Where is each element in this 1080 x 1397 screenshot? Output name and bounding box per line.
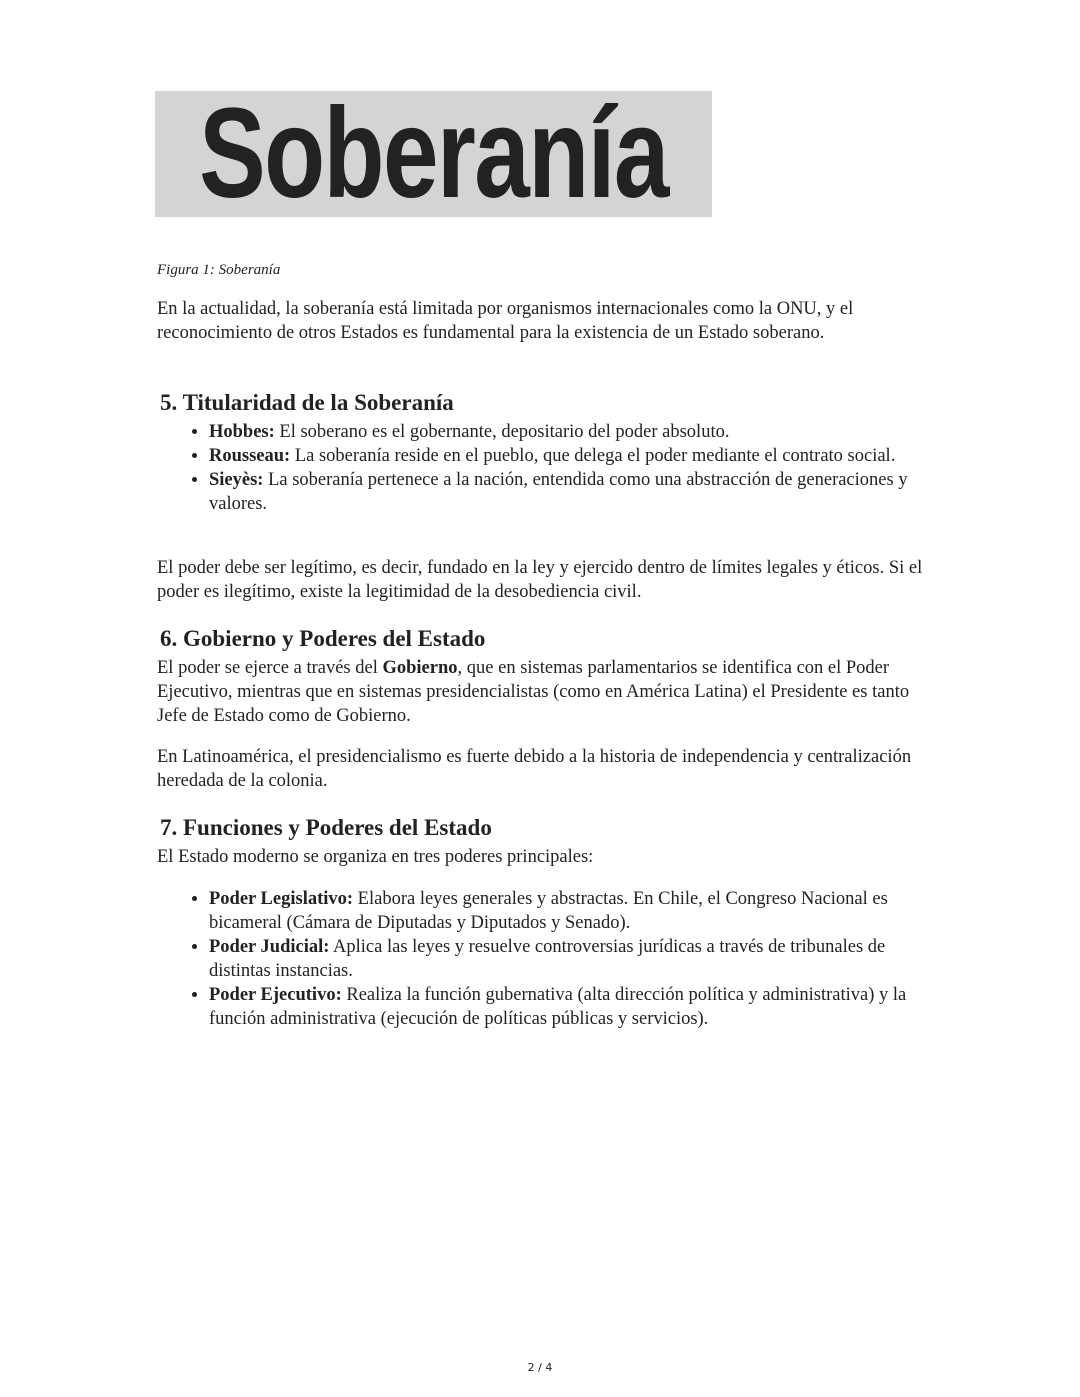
term: Hobbes: [209,422,275,442]
list-item [209,420,927,444]
item-text: Elabora leyes generales y abstractas. En Chile, el Congreso Nacional es bicameral (Cámara de Diputadas y Diputados y Senado). [209,889,888,933]
item-text: Realiza la función gubernativa (alta dirección política y administrativa) y la función administrativa (ejecución de políticas públicas y servicios). [209,985,907,1029]
list-item [209,468,927,516]
page-number: 2 / 4 [527,1361,553,1374]
paragraph: El poder debe ser legítimo, es decir, fundado en la ley y ejercido dentro de límites legales y éticos. Si el poder es ilegítimo, existe la legitimidad de la desobediencia civil. [157,558,923,602]
figure-caption: Figura 1: Soberanía [157,262,281,278]
item-text: El soberano es el gobernante, depositario del poder absoluto. [274,422,730,442]
term: Poder Ejecutivo: [209,985,342,1005]
item-text: La soberanía reside en el pueblo, que delega el poder mediante el contrato social. [290,446,896,466]
figure-logo-text: Soberanía [199,91,668,217]
list [157,887,927,1031]
term: Poder Judicial: [209,937,330,957]
item-text: La soberanía pertenece a la nación, entendida como una abstracción de generaciones y valores. [209,470,908,514]
term: Sieyès: [209,470,264,490]
list-item [209,887,927,935]
paragraph: En la actualidad, la soberanía está limitada por organismos internacionales como la ONU, y el reconocimiento de otros Estados es fundamental para la existencia de un Estado soberano. [157,299,854,343]
item-text: Aplica las leyes y resuelve controversias jurídicas a través de tribunales de distintas instancias. [209,937,886,981]
text: El poder se ejerce a través del [157,658,383,678]
list [157,420,927,516]
bold-term: Gobierno [382,658,458,678]
term: Poder Legislativo: [209,889,354,909]
section-heading: 5. Titularidad de la Soberanía [160,390,454,415]
section-heading: 6. Gobierno y Poderes del Estado [160,626,486,651]
paragraph [157,656,927,728]
section-heading: 7. Funciones y Poderes del Estado [160,815,492,840]
term: Rousseau: [209,446,291,466]
soberania-figure [155,91,712,217]
list-item [209,935,927,983]
paragraph: En Latinoamérica, el presidencialismo es fuerte debido a la historia de independencia y centralización heredada de la colonia. [157,747,912,791]
paragraph: El Estado moderno se organiza en tres poderes principales: [157,847,594,867]
text: , que en sistemas parlamentarios se identifica con el Poder Ejecutivo, mientras que en sistemas presidencialistas (como en América Latina) el Presidente es tanto Jefe de Estado como de Gobierno. [157,658,910,726]
list-item [209,444,927,468]
list-item [209,983,927,1031]
